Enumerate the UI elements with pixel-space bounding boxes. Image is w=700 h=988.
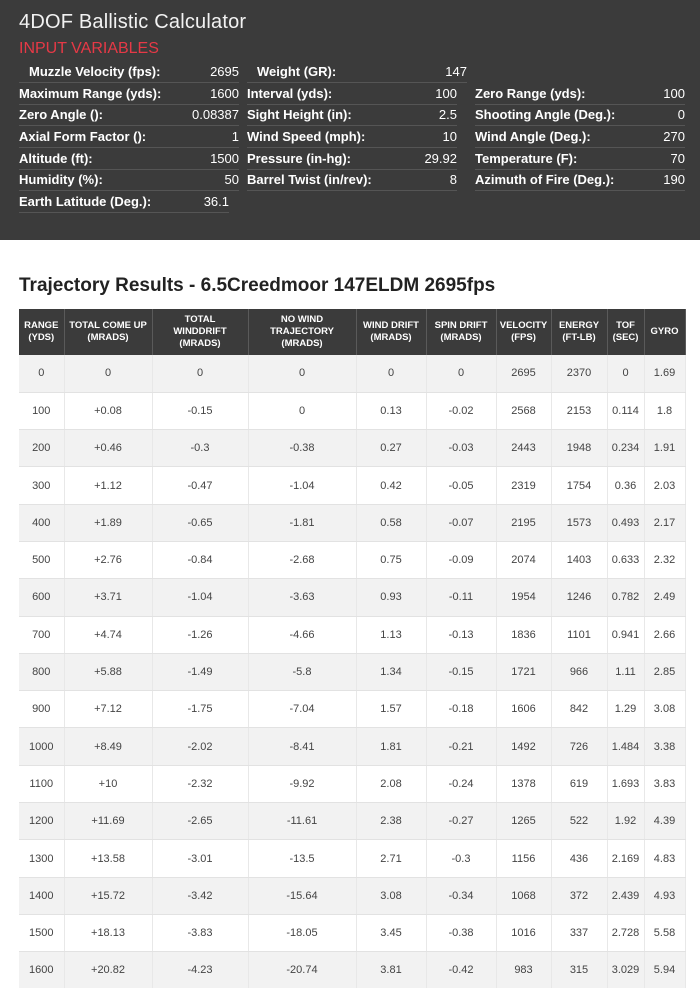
header-line: VELOCITY bbox=[499, 320, 548, 331]
col-energy-cell: 1101 bbox=[551, 616, 607, 653]
col-spin-drift-cell: -0.02 bbox=[426, 392, 496, 429]
header-line: WIND DRIFT bbox=[363, 320, 419, 331]
input-wind-angle bbox=[475, 126, 685, 148]
header-line: TOF bbox=[616, 320, 635, 331]
header-line: ENERGY bbox=[558, 320, 600, 331]
col-energy-cell: 1754 bbox=[551, 467, 607, 504]
col-total-come-up-cell: +1.89 bbox=[64, 504, 152, 541]
col-gyro-cell: 5.94 bbox=[644, 952, 685, 988]
col-tof-cell: 0.633 bbox=[607, 541, 644, 578]
col-tof-cell: 2.169 bbox=[607, 840, 644, 877]
input-value: 100 bbox=[663, 86, 685, 101]
col-gyro-cell: 4.93 bbox=[644, 877, 685, 914]
table-row bbox=[19, 728, 685, 765]
col-energy-header bbox=[551, 309, 607, 355]
col-gyro-cell: 3.83 bbox=[644, 765, 685, 802]
input-zero-range bbox=[475, 83, 685, 105]
col-spin-drift-cell: -0.09 bbox=[426, 541, 496, 578]
col-total-winddrift-cell: -2.32 bbox=[152, 765, 248, 802]
col-spin-drift-cell: -0.42 bbox=[426, 952, 496, 988]
col-velocity-cell: 983 bbox=[496, 952, 551, 988]
input-panel bbox=[0, 0, 700, 240]
input-axial-form-factor bbox=[19, 126, 239, 148]
input-value: 2.5 bbox=[438, 107, 457, 122]
table-row bbox=[19, 541, 685, 578]
col-gyro-cell: 4.39 bbox=[644, 803, 685, 840]
table-row bbox=[19, 840, 685, 877]
col-wind-drift-cell: 3.08 bbox=[356, 877, 426, 914]
col-energy-cell: 2370 bbox=[551, 355, 607, 392]
col-tof-cell: 0.234 bbox=[607, 430, 644, 467]
input-label: Axial Form Factor (): bbox=[19, 129, 147, 144]
col-tof-cell: 0.114 bbox=[607, 392, 644, 429]
col-total-winddrift-header bbox=[152, 309, 248, 355]
col-tof-cell: 0.36 bbox=[607, 467, 644, 504]
col-velocity-cell: 2195 bbox=[496, 504, 551, 541]
col-gyro-cell: 2.66 bbox=[644, 616, 685, 653]
col-no-wind-trajectory-cell: -8.41 bbox=[248, 728, 356, 765]
col-tof-cell: 0 bbox=[607, 355, 644, 392]
input-label: Weight (GR): bbox=[257, 64, 337, 79]
col-tof-cell: 3.029 bbox=[607, 952, 644, 988]
col-spin-drift-cell: -0.38 bbox=[426, 914, 496, 951]
col-energy-cell: 1403 bbox=[551, 541, 607, 578]
table-row bbox=[19, 504, 685, 541]
col-spin-drift-cell: -0.24 bbox=[426, 765, 496, 802]
col-energy-cell: 1246 bbox=[551, 579, 607, 616]
col-range-cell: 1600 bbox=[19, 952, 64, 988]
col-range-cell: 900 bbox=[19, 691, 64, 728]
col-energy-cell: 1573 bbox=[551, 504, 607, 541]
input-azimuth-of-fire bbox=[475, 169, 685, 191]
input-label: Zero Range (yds): bbox=[475, 86, 586, 101]
input-variables-heading: INPUT VARIABLES bbox=[19, 40, 159, 57]
col-range-cell: 700 bbox=[19, 616, 64, 653]
col-energy-cell: 315 bbox=[551, 952, 607, 988]
input-value: 10 bbox=[442, 129, 457, 144]
input-value: 70 bbox=[670, 151, 685, 166]
header-line: SPIN DRIFT bbox=[434, 320, 488, 331]
input-pressure bbox=[247, 148, 457, 170]
col-range-cell: 1300 bbox=[19, 840, 64, 877]
input-wind-speed bbox=[247, 126, 457, 148]
col-range-cell: 0 bbox=[19, 355, 64, 392]
col-total-winddrift-cell: -2.65 bbox=[152, 803, 248, 840]
input-altitude bbox=[19, 148, 239, 170]
header-line: (MRADS) bbox=[87, 332, 129, 343]
col-tof-cell: 1.11 bbox=[607, 653, 644, 690]
col-total-winddrift-cell: -4.23 bbox=[152, 952, 248, 988]
header-line: NO WIND bbox=[280, 314, 324, 325]
col-no-wind-trajectory-cell: -15.64 bbox=[248, 877, 356, 914]
col-tof-cell: 1.693 bbox=[607, 765, 644, 802]
header-line: TOTAL COME UP bbox=[69, 320, 147, 331]
col-velocity-cell: 1606 bbox=[496, 691, 551, 728]
table-row bbox=[19, 467, 685, 504]
table-row bbox=[19, 392, 685, 429]
col-gyro-cell: 2.03 bbox=[644, 467, 685, 504]
col-velocity-cell: 1016 bbox=[496, 914, 551, 951]
input-label: Shooting Angle (Deg.): bbox=[475, 107, 616, 122]
col-no-wind-trajectory-cell: -2.68 bbox=[248, 541, 356, 578]
input-zero-angle bbox=[19, 104, 239, 126]
col-total-come-up-cell: 0 bbox=[64, 355, 152, 392]
header-line: GYRO bbox=[650, 326, 679, 337]
col-wind-drift-cell: 0.75 bbox=[356, 541, 426, 578]
input-label: Azimuth of Fire (Deg.): bbox=[475, 172, 615, 187]
col-tof-cell: 0.941 bbox=[607, 616, 644, 653]
col-range-cell: 600 bbox=[19, 579, 64, 616]
col-total-come-up-cell: +1.12 bbox=[64, 467, 152, 504]
input-label: Altitude (ft): bbox=[19, 151, 93, 166]
col-energy-cell: 372 bbox=[551, 877, 607, 914]
input-value: 0.08387 bbox=[192, 107, 239, 122]
col-velocity-cell: 2443 bbox=[496, 430, 551, 467]
col-total-come-up-cell: +3.71 bbox=[64, 579, 152, 616]
input-label: Temperature (F): bbox=[475, 151, 578, 166]
col-energy-cell: 522 bbox=[551, 803, 607, 840]
col-total-come-up-cell: +5.88 bbox=[64, 653, 152, 690]
input-value: 190 bbox=[663, 172, 685, 187]
header-line: TOTAL bbox=[184, 314, 216, 325]
col-wind-drift-cell: 1.57 bbox=[356, 691, 426, 728]
col-total-winddrift-cell: -0.65 bbox=[152, 504, 248, 541]
col-velocity-cell: 1156 bbox=[496, 840, 551, 877]
col-velocity-header bbox=[496, 309, 551, 355]
input-label: Interval (yds): bbox=[247, 86, 333, 101]
col-range-cell: 500 bbox=[19, 541, 64, 578]
input-label: Barrel Twist (in/rev): bbox=[247, 172, 372, 187]
input-value: 270 bbox=[663, 129, 685, 144]
col-no-wind-trajectory-cell: -5.8 bbox=[248, 653, 356, 690]
header-line: (MRADS) bbox=[179, 338, 221, 349]
col-range-cell: 800 bbox=[19, 653, 64, 690]
col-wind-drift-cell: 1.34 bbox=[356, 653, 426, 690]
col-total-winddrift-cell: -0.3 bbox=[152, 430, 248, 467]
col-tof-cell: 1.484 bbox=[607, 728, 644, 765]
col-spin-drift-cell: -0.18 bbox=[426, 691, 496, 728]
col-total-winddrift-cell: -0.84 bbox=[152, 541, 248, 578]
col-total-winddrift-cell: -1.26 bbox=[152, 616, 248, 653]
table-row bbox=[19, 765, 685, 802]
col-wind-drift-cell: 0.42 bbox=[356, 467, 426, 504]
col-total-winddrift-cell: -3.01 bbox=[152, 840, 248, 877]
app-title: 4DOF Ballistic Calculator bbox=[19, 11, 247, 33]
col-spin-drift-cell: -0.34 bbox=[426, 877, 496, 914]
table-row bbox=[19, 430, 685, 467]
col-velocity-cell: 1265 bbox=[496, 803, 551, 840]
col-total-come-up-cell: +11.69 bbox=[64, 803, 152, 840]
col-spin-drift-cell: -0.13 bbox=[426, 616, 496, 653]
col-range-cell: 1500 bbox=[19, 914, 64, 951]
col-no-wind-trajectory-cell: 0 bbox=[248, 355, 356, 392]
col-total-come-up-cell: +15.72 bbox=[64, 877, 152, 914]
col-no-wind-trajectory-cell: -9.92 bbox=[248, 765, 356, 802]
col-range-cell: 1400 bbox=[19, 877, 64, 914]
col-wind-drift-cell: 0.58 bbox=[356, 504, 426, 541]
table-row bbox=[19, 579, 685, 616]
header-line: RANGE bbox=[24, 320, 59, 331]
col-gyro-cell: 5.58 bbox=[644, 914, 685, 951]
col-spin-drift-cell: -0.3 bbox=[426, 840, 496, 877]
col-velocity-cell: 1492 bbox=[496, 728, 551, 765]
input-label: Earth Latitude (Deg.): bbox=[19, 194, 152, 209]
table-row bbox=[19, 877, 685, 914]
col-no-wind-trajectory-cell: -4.66 bbox=[248, 616, 356, 653]
col-no-wind-trajectory-cell: -13.5 bbox=[248, 840, 356, 877]
col-total-winddrift-cell: -0.47 bbox=[152, 467, 248, 504]
col-total-winddrift-cell: -1.49 bbox=[152, 653, 248, 690]
col-wind-drift-cell: 2.08 bbox=[356, 765, 426, 802]
col-total-come-up-cell: +4.74 bbox=[64, 616, 152, 653]
col-total-come-up-cell: +10 bbox=[64, 765, 152, 802]
input-value: 1 bbox=[231, 129, 239, 144]
input-label: Muzzle Velocity (fps): bbox=[29, 64, 161, 79]
header-line: (MRADS) bbox=[370, 332, 412, 343]
col-tof-cell: 0.782 bbox=[607, 579, 644, 616]
col-spin-drift-cell: 0 bbox=[426, 355, 496, 392]
col-gyro-cell: 2.32 bbox=[644, 541, 685, 578]
input-value: 0 bbox=[677, 107, 685, 122]
col-total-come-up-cell: +20.82 bbox=[64, 952, 152, 988]
col-total-winddrift-cell: -0.15 bbox=[152, 392, 248, 429]
col-total-come-up-header bbox=[64, 309, 152, 355]
col-no-wind-trajectory-cell: -1.04 bbox=[248, 467, 356, 504]
col-no-wind-trajectory-cell: -20.74 bbox=[248, 952, 356, 988]
col-gyro-cell: 3.38 bbox=[644, 728, 685, 765]
col-wind-drift-cell: 2.71 bbox=[356, 840, 426, 877]
col-tof-cell: 0.493 bbox=[607, 504, 644, 541]
col-wind-drift-cell: 0.27 bbox=[356, 430, 426, 467]
col-total-winddrift-cell: -2.02 bbox=[152, 728, 248, 765]
col-wind-drift-cell: 1.81 bbox=[356, 728, 426, 765]
col-no-wind-trajectory-cell: -3.63 bbox=[248, 579, 356, 616]
input-label: Zero Angle (): bbox=[19, 107, 104, 122]
input-earth-latitude bbox=[19, 191, 229, 213]
col-tof-cell: 2.439 bbox=[607, 877, 644, 914]
header-line: (FPS) bbox=[511, 332, 536, 343]
col-spin-drift-cell: -0.07 bbox=[426, 504, 496, 541]
input-maximum-range bbox=[19, 83, 239, 105]
col-velocity-cell: 2695 bbox=[496, 355, 551, 392]
col-velocity-cell: 1836 bbox=[496, 616, 551, 653]
col-total-come-up-cell: +0.08 bbox=[64, 392, 152, 429]
input-label: Wind Angle (Deg.): bbox=[475, 129, 591, 144]
header-line: (SEC) bbox=[612, 332, 639, 343]
col-total-come-up-cell: +18.13 bbox=[64, 914, 152, 951]
table-row bbox=[19, 952, 685, 988]
input-label: Pressure (in-hg): bbox=[247, 151, 352, 166]
col-spin-drift-cell: -0.27 bbox=[426, 803, 496, 840]
input-sight-height bbox=[247, 104, 457, 126]
table-header-row bbox=[19, 309, 685, 355]
col-gyro-cell: 2.17 bbox=[644, 504, 685, 541]
col-gyro-cell: 1.8 bbox=[644, 392, 685, 429]
col-energy-cell: 2153 bbox=[551, 392, 607, 429]
input-humidity bbox=[19, 169, 239, 191]
col-total-winddrift-cell: -3.42 bbox=[152, 877, 248, 914]
col-energy-cell: 726 bbox=[551, 728, 607, 765]
input-label: Humidity (%): bbox=[19, 172, 103, 187]
col-spin-drift-cell: -0.03 bbox=[426, 430, 496, 467]
col-range-header bbox=[19, 309, 64, 355]
col-gyro-cell: 1.69 bbox=[644, 355, 685, 392]
col-range-cell: 1000 bbox=[19, 728, 64, 765]
col-no-wind-trajectory-cell: -1.81 bbox=[248, 504, 356, 541]
col-range-cell: 1100 bbox=[19, 765, 64, 802]
col-velocity-cell: 2319 bbox=[496, 467, 551, 504]
col-gyro-cell: 1.91 bbox=[644, 430, 685, 467]
col-range-cell: 300 bbox=[19, 467, 64, 504]
col-total-come-up-cell: +7.12 bbox=[64, 691, 152, 728]
col-range-cell: 1200 bbox=[19, 803, 64, 840]
col-range-cell: 100 bbox=[19, 392, 64, 429]
col-spin-drift-cell: -0.11 bbox=[426, 579, 496, 616]
col-tof-cell: 1.29 bbox=[607, 691, 644, 728]
header-line: (MRADS) bbox=[281, 338, 323, 349]
input-label: Sight Height (in): bbox=[247, 107, 352, 122]
col-gyro-cell: 2.85 bbox=[644, 653, 685, 690]
input-shooting-angle bbox=[475, 104, 685, 126]
col-energy-cell: 842 bbox=[551, 691, 607, 728]
col-energy-cell: 1948 bbox=[551, 430, 607, 467]
input-value: 2695 bbox=[210, 64, 239, 79]
header-line: (MRADS) bbox=[440, 332, 482, 343]
input-label: Wind Speed (mph): bbox=[247, 129, 366, 144]
col-velocity-cell: 1721 bbox=[496, 653, 551, 690]
table-row bbox=[19, 691, 685, 728]
col-tof-cell: 2.728 bbox=[607, 914, 644, 951]
col-wind-drift-header bbox=[356, 309, 426, 355]
input-barrel-twist bbox=[247, 169, 457, 191]
col-energy-cell: 337 bbox=[551, 914, 607, 951]
input-value: 50 bbox=[224, 172, 239, 187]
col-wind-drift-cell: 1.13 bbox=[356, 616, 426, 653]
col-energy-cell: 436 bbox=[551, 840, 607, 877]
table-row bbox=[19, 653, 685, 690]
col-tof-header bbox=[607, 309, 644, 355]
input-value: 147 bbox=[445, 64, 467, 79]
col-total-come-up-cell: +13.58 bbox=[64, 840, 152, 877]
col-total-winddrift-cell: -3.83 bbox=[152, 914, 248, 951]
table-row bbox=[19, 914, 685, 951]
input-value: 36.1 bbox=[203, 194, 229, 209]
col-velocity-cell: 1378 bbox=[496, 765, 551, 802]
col-wind-drift-cell: 3.45 bbox=[356, 914, 426, 951]
col-no-wind-trajectory-cell: -18.05 bbox=[248, 914, 356, 951]
header-line: WINDDRIFT bbox=[173, 326, 227, 337]
col-velocity-cell: 2074 bbox=[496, 541, 551, 578]
col-spin-drift-cell: -0.21 bbox=[426, 728, 496, 765]
col-spin-drift-cell: -0.15 bbox=[426, 653, 496, 690]
col-energy-cell: 966 bbox=[551, 653, 607, 690]
table-row bbox=[19, 355, 685, 392]
col-total-winddrift-cell: -1.04 bbox=[152, 579, 248, 616]
col-range-cell: 400 bbox=[19, 504, 64, 541]
col-spin-drift-cell: -0.05 bbox=[426, 467, 496, 504]
table-row bbox=[19, 803, 685, 840]
input-label: Maximum Range (yds): bbox=[19, 86, 162, 101]
col-gyro-cell: 3.08 bbox=[644, 691, 685, 728]
col-velocity-cell: 2568 bbox=[496, 392, 551, 429]
table-row bbox=[19, 616, 685, 653]
col-no-wind-trajectory-cell: -11.61 bbox=[248, 803, 356, 840]
trajectory-table bbox=[19, 309, 686, 988]
input-weight bbox=[247, 61, 467, 83]
input-value: 1600 bbox=[210, 86, 239, 101]
col-total-come-up-cell: +2.76 bbox=[64, 541, 152, 578]
col-no-wind-trajectory-cell: -7.04 bbox=[248, 691, 356, 728]
col-total-come-up-cell: +8.49 bbox=[64, 728, 152, 765]
input-value: 29.92 bbox=[424, 151, 457, 166]
input-muzzle-velocity bbox=[19, 61, 239, 83]
table-body bbox=[19, 355, 685, 988]
col-wind-drift-cell: 2.38 bbox=[356, 803, 426, 840]
col-gyro-cell: 4.83 bbox=[644, 840, 685, 877]
col-gyro-header bbox=[644, 309, 685, 355]
header-line: (FT-LB) bbox=[562, 332, 596, 343]
col-spin-drift-header bbox=[426, 309, 496, 355]
header-line: (YDS) bbox=[28, 332, 55, 343]
results-title: Trajectory Results - 6.5Creedmoor 147ELDM 2695fps bbox=[19, 275, 496, 296]
col-velocity-cell: 1068 bbox=[496, 877, 551, 914]
col-total-winddrift-cell: -1.75 bbox=[152, 691, 248, 728]
input-interval bbox=[247, 83, 457, 105]
col-wind-drift-cell: 0 bbox=[356, 355, 426, 392]
col-energy-cell: 619 bbox=[551, 765, 607, 802]
col-no-wind-trajectory-cell: 0 bbox=[248, 392, 356, 429]
col-wind-drift-cell: 0.13 bbox=[356, 392, 426, 429]
input-temperature bbox=[475, 148, 685, 170]
input-value: 1500 bbox=[210, 151, 239, 166]
col-velocity-cell: 1954 bbox=[496, 579, 551, 616]
col-wind-drift-cell: 0.93 bbox=[356, 579, 426, 616]
header-line: TRAJECTORY bbox=[270, 326, 334, 337]
col-range-cell: 200 bbox=[19, 430, 64, 467]
col-no-wind-trajectory-cell: -0.38 bbox=[248, 430, 356, 467]
col-wind-drift-cell: 3.81 bbox=[356, 952, 426, 988]
col-total-winddrift-cell: 0 bbox=[152, 355, 248, 392]
col-gyro-cell: 2.49 bbox=[644, 579, 685, 616]
input-value: 8 bbox=[449, 172, 457, 187]
col-tof-cell: 1.92 bbox=[607, 803, 644, 840]
col-total-come-up-cell: +0.46 bbox=[64, 430, 152, 467]
col-no-wind-trajectory-header bbox=[248, 309, 356, 355]
input-value: 100 bbox=[435, 86, 457, 101]
